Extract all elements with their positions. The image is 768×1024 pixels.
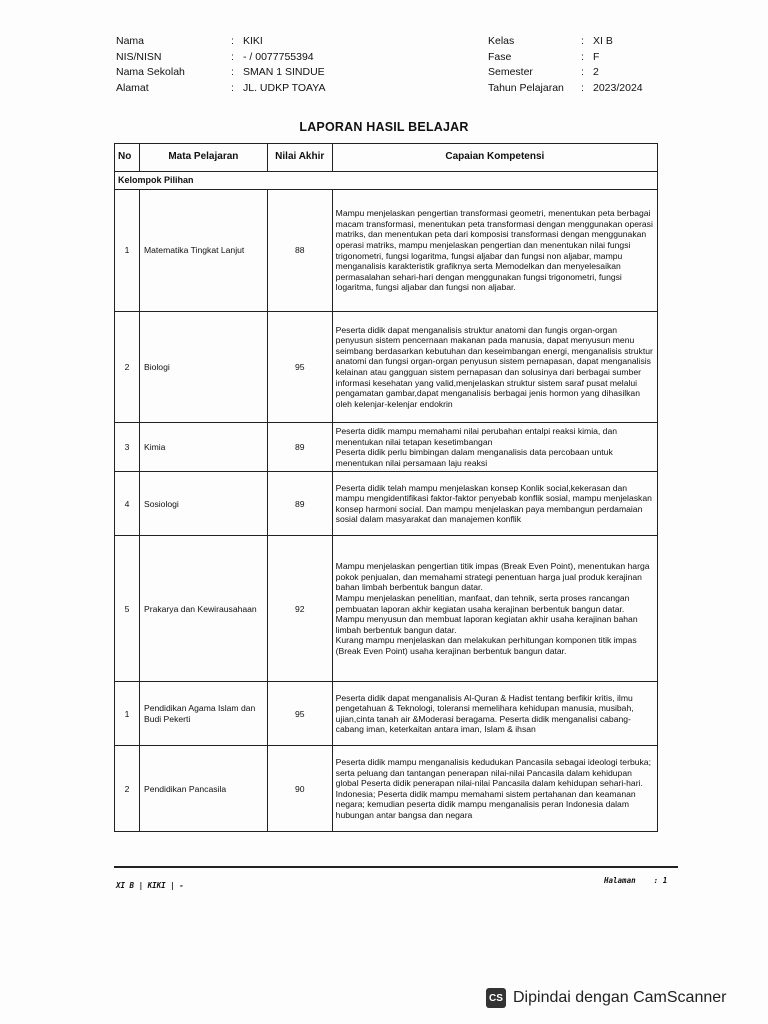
grades-table (114, 143, 658, 832)
row-subject: Sosiologi (139, 472, 267, 536)
row-no: 1 (115, 682, 140, 746)
row-no: 2 (115, 312, 140, 423)
row-score: 95 (267, 682, 332, 746)
footer-page-info (604, 876, 667, 885)
row-subject: Pendidikan Agama Islam dan Budi Pekerti (139, 682, 267, 746)
header-score: Nilai Akhir (267, 144, 332, 172)
nis-label: NIS/NISN (116, 50, 162, 63)
info-row-tahun (488, 81, 643, 97)
footer-divider (114, 866, 678, 868)
sekolah-value: SMAN 1 SINDUE (243, 66, 325, 78)
info-row-kelas (488, 34, 643, 50)
row-score: 95 (267, 312, 332, 423)
header-subject: Mata Pelajaran (139, 144, 267, 172)
nis-value: - / 0077755394 (243, 50, 314, 63)
group-row (115, 172, 658, 190)
table-row (115, 746, 658, 832)
separator: : (231, 66, 234, 78)
row-competency: Mampu menjelaskan pengertian transformasi geometri, menentukan peta berbagai macam transformasi, menentukan peta transformasi dengan menggunakan operasi matriks, dan menentukan peta dari komposisi transformasi dengan menggunakan operasi matriks, mampu menjelaskan pengertian dan menentukan nilai fungsi trigonometri, fungsi logaritma, fungsi aljabar dan fungsi non aljabar, mampu menganalisis karakteristik grafiknya serta Memodelkan dan menyelesaikan permasalahan sehari-hari dengan menggunakan fungsi trigonometri, fungsi logaritma, fungsi aljabar dan fungsi non aljabar. (332, 190, 657, 312)
fase-value: F (593, 50, 600, 63)
table-row (115, 190, 658, 312)
group-label: Kelompok Pilihan (115, 172, 658, 190)
separator: : (581, 81, 584, 94)
row-subject: Kimia (139, 423, 267, 472)
page-title: LAPORAN HASIL BELAJAR (299, 120, 469, 134)
camscanner-logo-icon: CS (486, 988, 506, 1008)
footer-page-sep: : (653, 876, 659, 885)
table-row (115, 312, 658, 423)
sekolah-label: Nama Sekolah (116, 66, 185, 78)
row-no: 2 (115, 746, 140, 832)
row-competency: Peserta didik telah mampu menjelaskan konsep Konlik social,kekerasan dan mampu mengidentifikasi faktor-faktor penyebab konflik sosial, mampu menjelaskan konsep harmoni social. Dan mampu menjelaskan paya membangun perdamaian sosial dalam masyarakat dan manajemen konflik (332, 472, 657, 536)
row-subject: Matematika Tingkat Lanjut (139, 190, 267, 312)
table-row (115, 536, 658, 682)
row-no: 1 (115, 190, 140, 312)
table-row (115, 472, 658, 536)
kelas-value: XI B (593, 35, 613, 47)
row-subject: Biologi (139, 312, 267, 423)
nama-label: Nama (116, 35, 145, 47)
separator: : (231, 50, 234, 63)
info-row-nama (116, 34, 325, 50)
row-competency: Peserta didik dapat menganalisis struktur anatomi dan fungis organ-organ penyusun sistem pencernaan makanan pada manusia, dapat menyusun menu seimbang berdasarkan kebutuhan dan keseimbangan energi, menganalisis struktur anatomi dan fungsi organ-organ penyusun sistem pernapasan, dapat menganalisis kelainan atau gangguan sistem pernapasan dan solusinya dari berbagai sumber informasi kesehatan yang valid,menjelaskan struktur sistem saraf pusat melalui pengamatan gambar,dapat menganalisis berbagai jenis hormon yang dihasilkan oleh kelenjar-kelenjar endokrin (332, 312, 657, 423)
row-score: 92 (267, 536, 332, 682)
footer-left-text: XI B | KIKI | - (116, 881, 184, 890)
fase-label: Fase (488, 50, 512, 63)
alamat-label: Alamat (116, 81, 149, 94)
nama-value: KIKI (243, 35, 263, 47)
semester-label: Semester (488, 66, 533, 78)
kelas-label: Kelas (488, 35, 515, 47)
row-score: 89 (267, 423, 332, 472)
info-row-nis (116, 50, 325, 66)
tahun-label: Tahun Pelajaran (488, 81, 564, 94)
row-no: 3 (115, 423, 140, 472)
separator: : (231, 81, 234, 94)
separator: : (581, 35, 584, 47)
row-subject: Pendidikan Pancasila (139, 746, 267, 832)
info-row-fase (488, 50, 643, 66)
alamat-value: JL. UDKP TOAYA (243, 81, 326, 94)
tahun-value: 2023/2024 (593, 81, 643, 94)
row-subject: Prakarya dan Kewirausahaan (139, 536, 267, 682)
row-competency: Mampu menjelaskan pengertian titik impas (Break Even Point), menentukan harga pokok penjualan, dan memahami strategi penentuan harga jual produk kerajinan bahan limbah berbentuk bangun datar. Mampu menjelaskan penelitian, manfaat, dan tehnik, serta proses rancangan pembuatan laporan akhir kegiatan usaha kerajinan berbentuk bangun datar. Mampu menyusun dan membuat laporan kegiatan akhir usaha kerajinan bahan limbah berbentuk bangun datar. Kurang mampu menjelaskan dan melakukan perhitungan komponen titik impas (Break Even Point) usaha kerajinan berbentuk bangun datar. (332, 536, 657, 682)
semester-value: 2 (593, 66, 599, 78)
row-score: 88 (267, 190, 332, 312)
header-competency: Capaian Kompetensi (332, 144, 657, 172)
row-competency: Peserta didik dapat menganalisis Al-Quran & Hadist tentang berfikir kritis, ilmu pengetahuan & Teknologi, toleransi memelihara kehidupan manusia, musibah, ujian,cinta tanah air &Moderasi beragama. Peserta didik menganalisi cabang-cabang iman, keterkaitan antara iman, Islam & ihsan (332, 682, 657, 746)
footer-page-number: 1 (662, 876, 668, 885)
info-row-semester (488, 65, 643, 81)
student-info-left (116, 34, 325, 96)
info-row-alamat (116, 81, 325, 97)
header-no: No (115, 144, 140, 172)
table-row (115, 423, 658, 472)
row-competency: Peserta didik mampu menganalisis kedudukan Pancasila sebagai ideologi terbuka; serta peluang dan tantangan penerapan nilai-nilai Pancasila dalam kehidupan global Peserta didik penerapan nilai-nilai Pancasila dalam kehidupan sehari-hari. Indonesia; Peserta didik mampu memahami sistem pertahanan dan keamanan negara; kemudian peserta didik mampu menganalisis peran Indonesia dalam hubungan antar bangsa dan negara (332, 746, 657, 832)
camscanner-watermark (486, 988, 726, 1008)
row-no: 4 (115, 472, 140, 536)
separator: : (231, 35, 234, 47)
footer-page-label: Halaman (604, 876, 636, 885)
row-score: 89 (267, 472, 332, 536)
row-competency: Peserta didik mampu memahami nilai perubahan entalpi reaksi kimia, dan menentukan nilai tetapan kesetimbangan Peserta didik perlu bimbingan dalam menganalisis data percobaan untuk menentukan nilai persamaan laju reaksi (332, 423, 657, 472)
separator: : (581, 50, 584, 63)
table-header-row (115, 144, 658, 172)
separator: : (581, 66, 584, 78)
row-score: 90 (267, 746, 332, 832)
table-row (115, 682, 658, 746)
student-info-right (488, 34, 643, 96)
camscanner-text: Dipindai dengan CamScanner (513, 989, 727, 1006)
info-row-sekolah (116, 65, 325, 81)
row-no: 5 (115, 536, 140, 682)
